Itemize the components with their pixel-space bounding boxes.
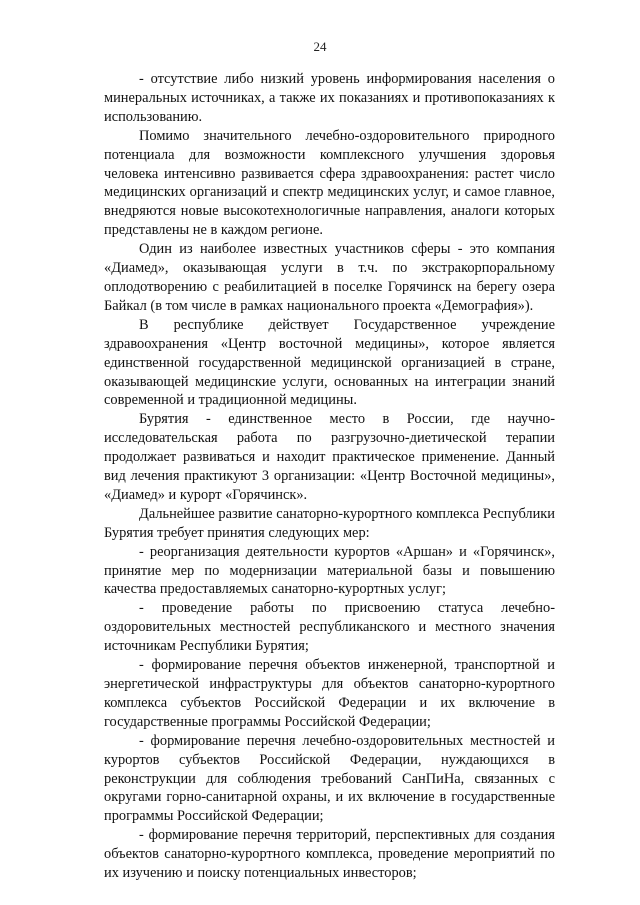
paragraph-measures-intro: Дальнейшее развитие санаторно-курортного комплекса Республики Бурятия требует принятия следующих мер:: [104, 505, 555, 541]
list-item-territories-list: - формирование перечня территорий, перспективных для создания объектов санаторно-курортного комплекса, проведение мероприятий по их изучению и поиску потенциальных инвесторов;: [104, 827, 555, 882]
paragraph-buryatia-therapy: Бурятия - единственное место в России, где научно-исследовательская работа по разгрузочно-диетической терапии продолжает развиваться и находит практическое применение. Данный вид лечения практикуют 3 организации: «Центр Восточной медицины», «Диамед» и курорт «Горячинск».: [104, 411, 555, 503]
list-item-infrastructure-list: - формирование перечня объектов инженерной, транспортной и энергетической инфраструктуры для объектов санаторно-курортного комплекса субъектов Российской Федерации и их включение в государственные программы Российской Федерации;: [104, 657, 555, 730]
document-body: [104, 70, 555, 883]
page-number: 24: [313, 39, 327, 54]
paragraph-diamed: Один из наиболее известных участников сферы - это компания «Диамед», оказывающая услуги в т.ч. по экстракорпоральному оплодотворению с реабилитацией в поселке Горячинск на берегу озера Байкал (в том числе в рамках национального проекта «Демография»).: [104, 241, 555, 314]
list-item-reorganization: - реорганизация деятельности курортов «Аршан» и «Горячинск», принятие мер по модернизации материальной базы и повышению качества предоставляемых санаторно-курортных услуг;: [104, 543, 555, 598]
list-item-status-assignment: - проведение работы по присвоению статуса лечебно-оздоровительных местностей республиканского и местного значения источникам Республики Бурятия;: [104, 600, 555, 655]
list-item-resorts-reconstruction: - формирование перечня лечебно-оздоровительных местностей и курортов субъектов Российской Федерации, нуждающихся в реконструкции для соблюдения требований СанПиНа, связанных с округами горно-санитарной охраны, и их включение в государственные программы Российской Федерации;: [104, 732, 555, 825]
paragraph-information-lack: - отсутствие либо низкий уровень информирования населения о минеральных источниках, а также их показаниях и противопоказаниях к использованию.: [104, 71, 555, 125]
paragraph-eastern-medicine-center: В республике действует Государственное учреждение здравоохранения «Центр восточной медицины», которое является единственной государственной медицинской организацией в стране, оказывающей медицинские услуги, основанных на интеграции знаний современной и традиционной медицины.: [104, 316, 555, 409]
paragraph-healthcare-development: Помимо значительного лечебно-оздоровительного природного потенциала для возможности комплексного улучшения здоровья человека интенсивно развивается сфера здравоохранения: растет число медицинских организаций и спектр медицинских услуг, и самое главное, внедряются новые высокотехнологичные направления, аналоги которых представлены не в каждом регионе.: [104, 127, 555, 239]
